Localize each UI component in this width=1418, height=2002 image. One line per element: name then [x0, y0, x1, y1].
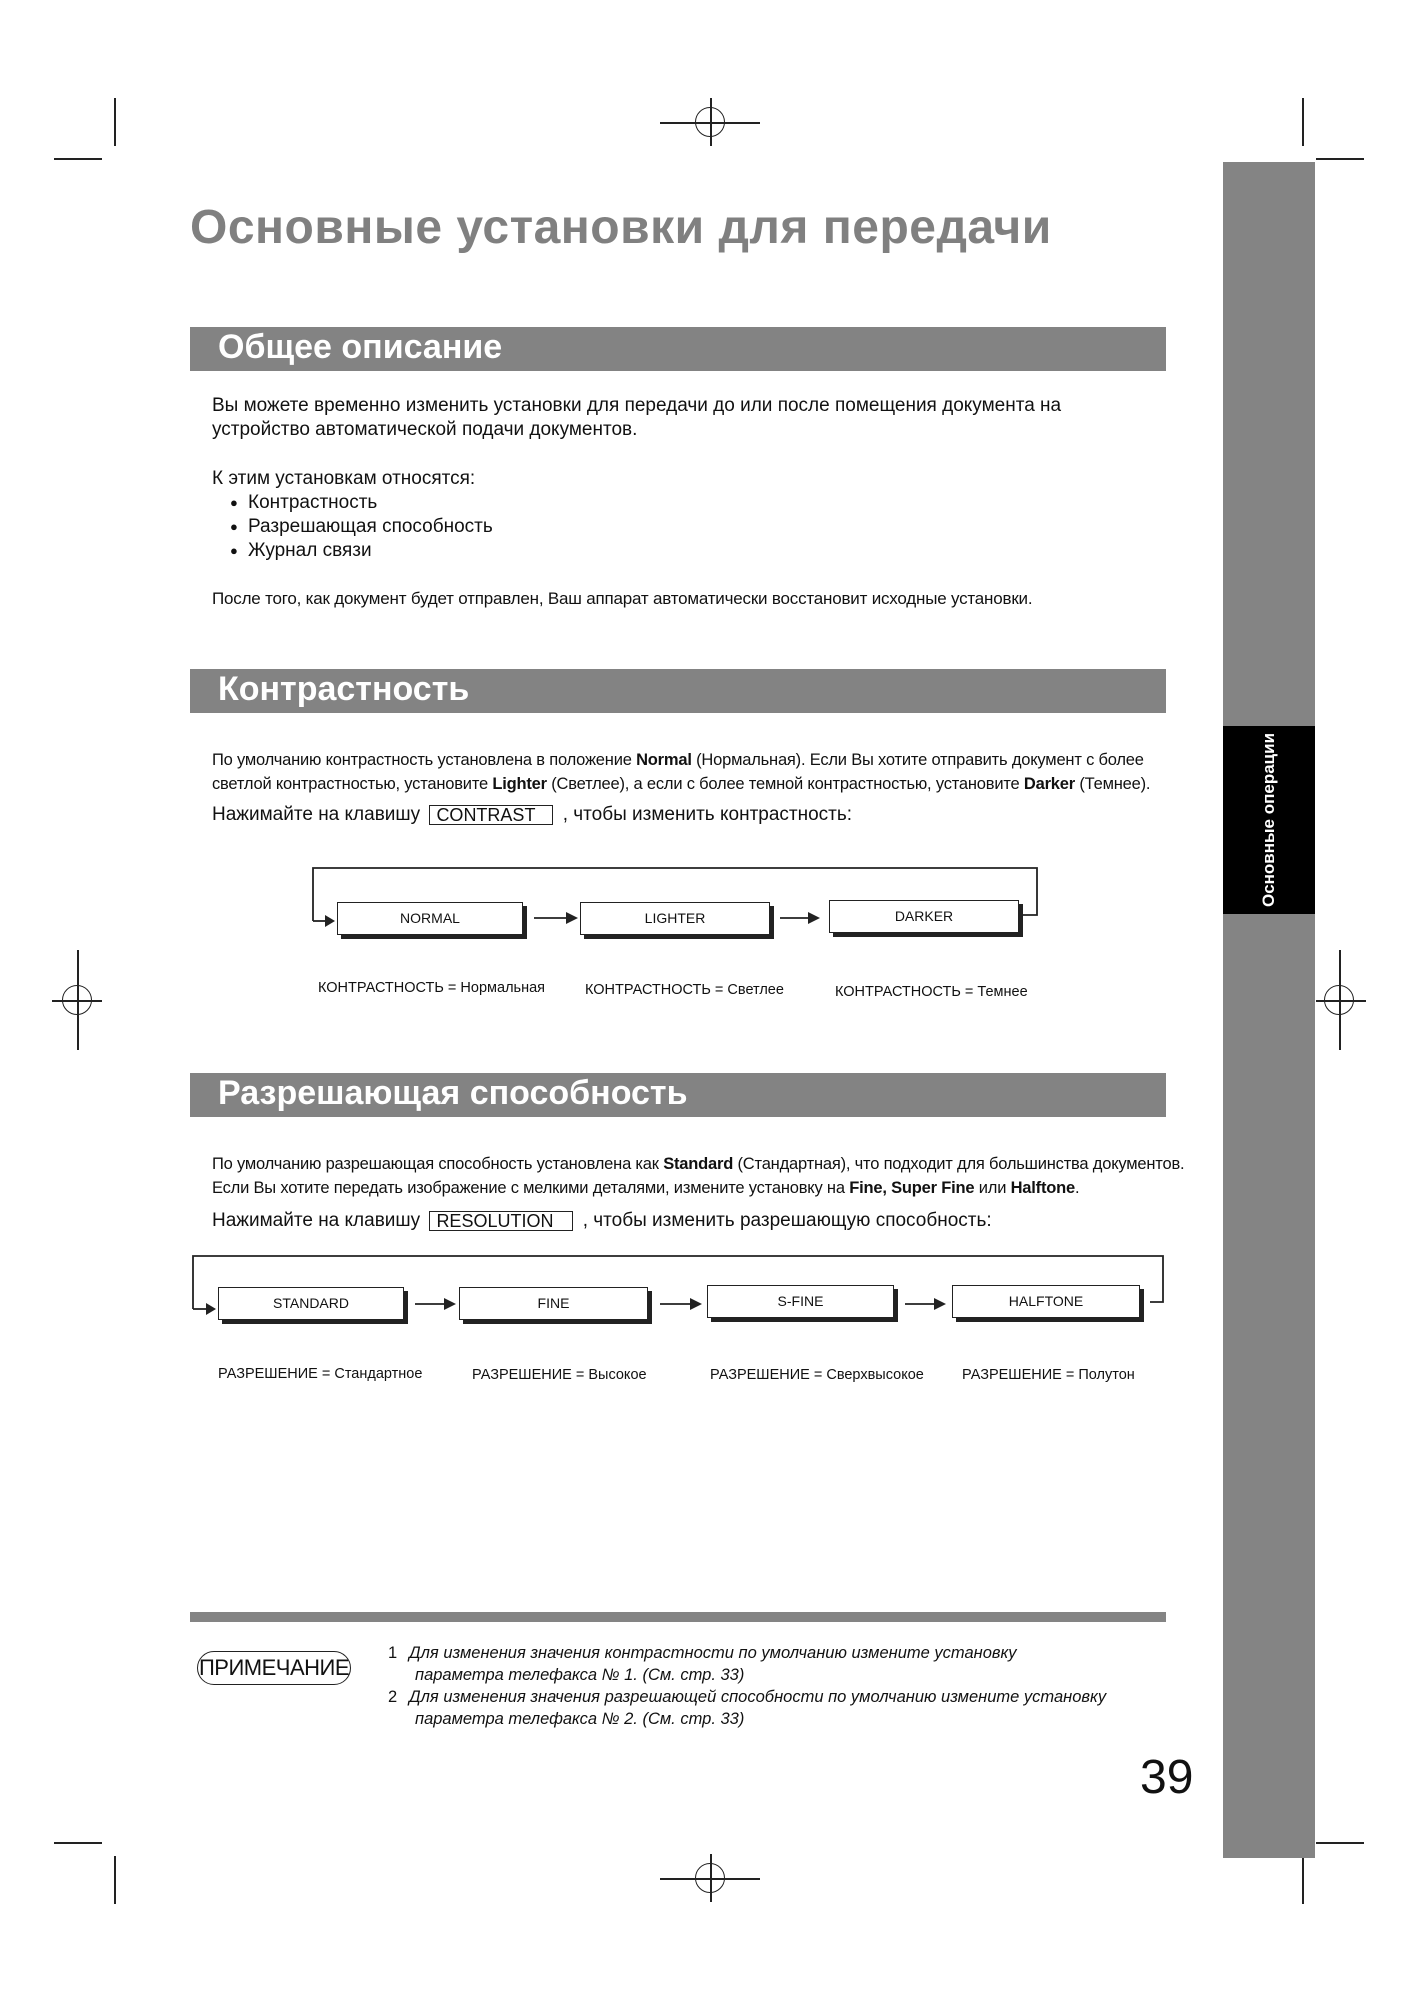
note-number: 2: [388, 1688, 398, 1706]
contrast-box-normal: NORMAL: [337, 902, 523, 935]
overview-after-text: После того, как документ будет отправлен, Ваш аппарат автоматически восстановит исходные установки.: [212, 589, 1033, 608]
contrast-caption: КОНТРАСТНОСТЬ = Светлее: [585, 982, 784, 998]
note-text: параметра телефакса № 2. (См. стр. 33): [415, 1710, 745, 1728]
resolution-key: RESOLUTION: [429, 1211, 573, 1231]
list-item: ● Разрешающая способность: [228, 515, 493, 539]
resolution-line: Если Вы хотите передать изображение с мелкими деталями, измените установку на Fine, Super Fine или Halftone.: [212, 1179, 1080, 1197]
resolution-caption: РАЗРЕШЕНИЕ = Высокое: [472, 1367, 647, 1383]
contrast-key: CONTRAST: [429, 805, 553, 825]
arrow-head: [934, 1298, 946, 1310]
arrow-head: [690, 1298, 702, 1310]
contrast-caption: КОНТРАСТНОСТЬ = Темнее: [835, 984, 1028, 1000]
contrast-box-darker: DARKER: [829, 900, 1019, 933]
note-text: Для изменения значения разрешающей способности по умолчанию измените установку: [409, 1688, 1107, 1706]
list-item: ● Контрастность: [228, 491, 493, 515]
note-badge: ПРИМЕЧАНИЕ: [197, 1651, 351, 1685]
chapter-tab-label: Основные операции: [1259, 732, 1278, 908]
arrow-head: [444, 1298, 456, 1310]
note-number: 1: [388, 1644, 398, 1662]
note-text: Для изменения значения контрастности по умолчанию измените установку: [409, 1644, 1017, 1662]
instruction-text: Нажимайте на клавишу: [212, 804, 421, 825]
overview-line: Вы можете временно изменить установки для передачи до или после помещения документа на: [212, 395, 1062, 416]
resolution-box-s-fine: S-FINE: [707, 1285, 894, 1318]
resolution-box-fine: FINE: [459, 1287, 648, 1320]
list-item: ● Журнал связи: [228, 539, 493, 563]
contrast-box-lighter: LIGHTER: [580, 902, 770, 935]
instruction-text: Нажимайте на клавишу: [212, 1210, 421, 1231]
instruction-text: , чтобы изменить контрастность:: [562, 804, 853, 825]
contrast-caption: КОНТРАСТНОСТЬ = Нормальная: [318, 980, 546, 996]
arrow-head: [206, 1303, 216, 1315]
contrast-line: светлой контрастностью, установите Lighter (Светлее), а если с более темной контрастностью, установите Darker (Темнее).: [212, 775, 1151, 793]
resolution-box-standard: STANDARD: [218, 1287, 404, 1320]
page-title: Основные установки для передачи: [190, 201, 1052, 254]
resolution-caption: РАЗРЕШЕНИЕ = Полутон: [962, 1367, 1135, 1383]
footer-divider: [190, 1612, 1166, 1622]
overview-list-intro: К этим установкам относятся:: [212, 468, 476, 489]
resolution-line: По умолчанию разрешающая способность установлена как Standard (Стандартная), что подходит для большинства документов.: [212, 1155, 1185, 1173]
instruction-text: , чтобы изменить разрешающую способность:: [582, 1210, 992, 1231]
contrast-line: По умолчанию контрастность установлена в положение Normal (Нормальная). Если Вы хотите отправить документ с более: [212, 751, 1144, 769]
page-number: 39: [1140, 1751, 1194, 1804]
resolution-caption: РАЗРЕШЕНИЕ = Сверхвысокое: [710, 1367, 924, 1383]
section-heading-text: Контрастность: [218, 670, 470, 708]
note-text: параметра телефакса № 1. (См. стр. 33): [415, 1666, 745, 1684]
resolution-box-halftone: HALFTONE: [952, 1285, 1140, 1318]
section-heading-text: Разрешающая способность: [218, 1074, 688, 1112]
resolution-caption: РАЗРЕШЕНИЕ = Стандартное: [218, 1366, 423, 1382]
section-heading-text: Общее описание: [218, 328, 503, 366]
overview-line: устройство автоматической подачи документов.: [212, 419, 638, 440]
